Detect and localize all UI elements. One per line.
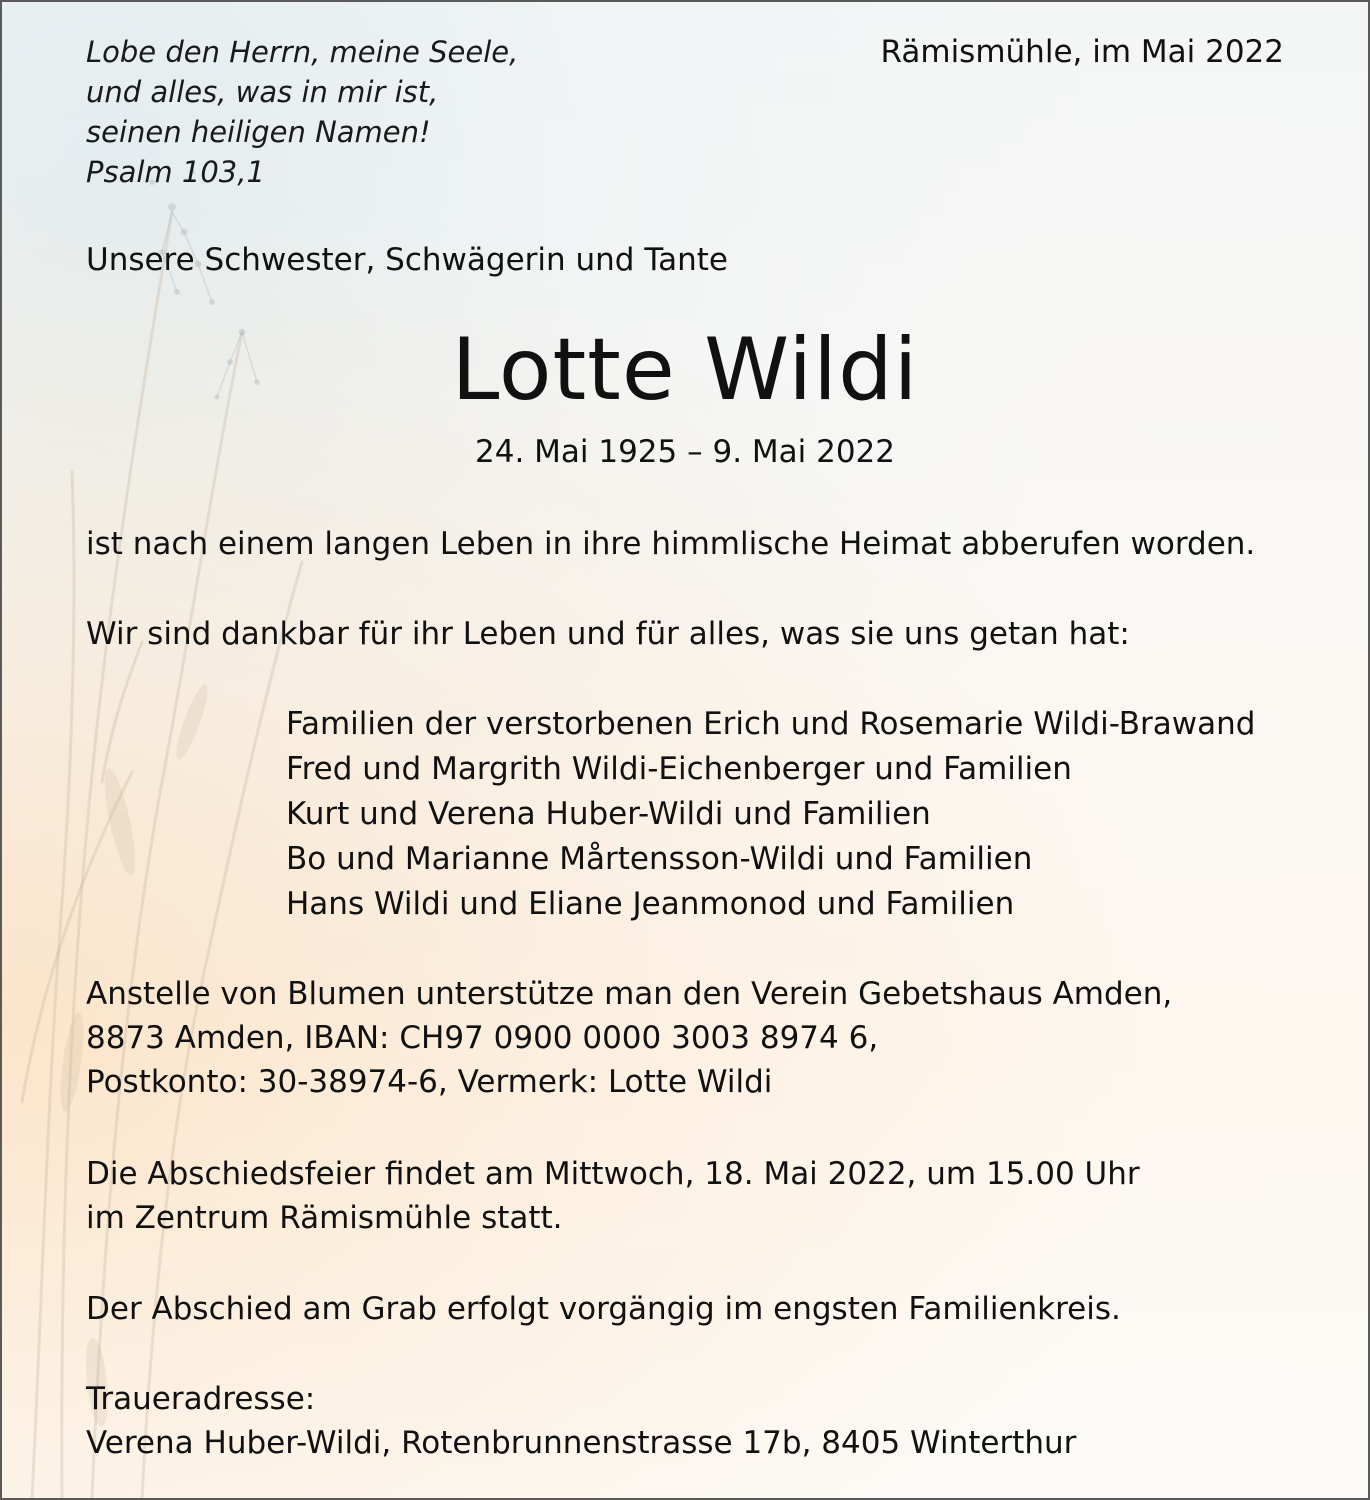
verse-line: seinen heiligen Namen! (86, 115, 431, 149)
mourner-entry: Hans Wildi und Eliane Jeanmonod und Familien (286, 886, 1015, 922)
verse-line: und alles, was in mir ist, (86, 75, 439, 109)
donation-line: Anstelle von Blumen unterstütze man den Verein Gebetshaus Amden, (86, 976, 1173, 1012)
donation-line: 8873 Amden, IBAN: CH97 0900 0000 3003 8974 6, (86, 1020, 879, 1056)
place-date: Rämismühle, im Mai 2022 (880, 34, 1284, 70)
life-dates: 24. Mai 1925 – 9. Mai 2022 (475, 434, 895, 470)
mourner-entry: Kurt und Verena Huber-Wildi und Familien (286, 796, 931, 832)
ceremony-line: im Zentrum Rämismühle statt. (86, 1200, 563, 1236)
mourner-entry: Familien der verstorbenen Erich und Rosemarie Wildi-Brawand (286, 706, 1256, 742)
verse-reference: Psalm 103,1 (86, 155, 265, 189)
mourner-entry: Bo und Marianne Mårtensson-Wildi und Familien (286, 841, 1033, 877)
mourning-address (86, 1377, 1076, 1465)
mourning-address-value: Verena Huber-Wildi, Rotenbrunnenstrasse 17b, 8405 Winterthur (86, 1425, 1077, 1461)
mourners-list (286, 702, 1255, 927)
gratitude-text: Wir sind dankbar für ihr Leben und für alles, was sie uns getan hat: (86, 616, 1130, 652)
psalm-verse (86, 32, 518, 192)
donation-line: Postkonto: 30-38974-6, Vermerk: Lotte Wildi (86, 1064, 773, 1100)
mourner-entry: Fred und Margrith Wildi-Eichenberger und Familien (286, 751, 1072, 787)
burial-notice: Der Abschied am Grab erfolgt vorgängig im engsten Familienkreis. (86, 1291, 1121, 1327)
mourning-address-label: Traueradresse: (86, 1381, 316, 1417)
verse-line: Lobe den Herrn, meine Seele, (86, 35, 519, 69)
donation-notice (86, 972, 1172, 1104)
ceremony-line: Die Abschiedsfeier findet am Mittwoch, 18. Mai 2022, um 15.00 Uhr (86, 1156, 1140, 1192)
ceremony-notice (86, 1152, 1140, 1240)
deceased-name: Lotte Wildi (451, 320, 919, 420)
intro-text: Unsere Schwester, Schwägerin und Tante (86, 242, 729, 278)
statement-text: ist nach einem langen Leben in ihre himmlische Heimat abberufen worden. (86, 526, 1256, 562)
